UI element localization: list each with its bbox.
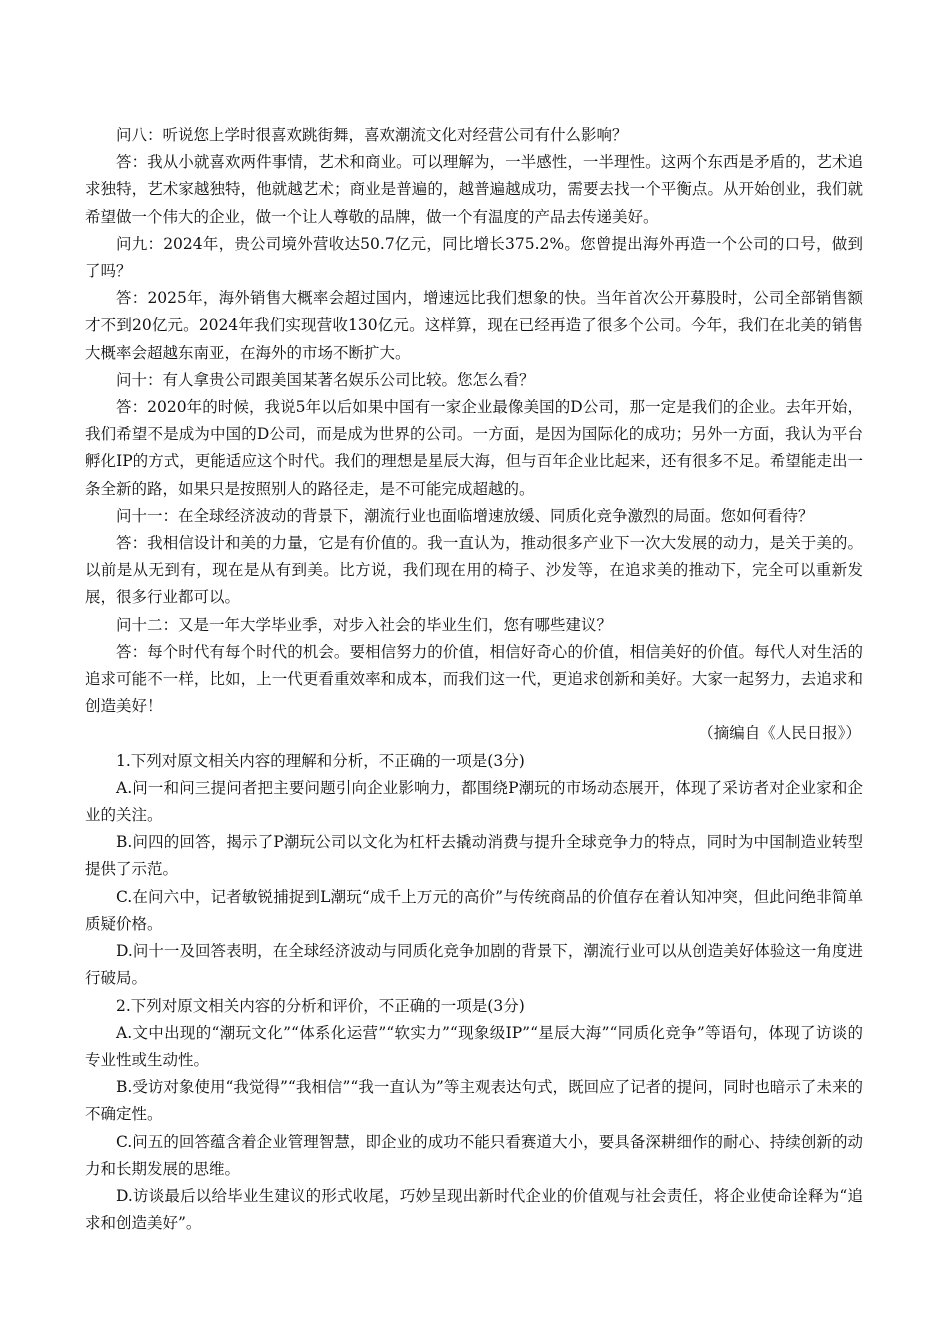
exam-question-2: 2.下列对原文相关内容的分析和评价，不正确的一项是(3分) [116,996,525,1015]
interview-question-11: 问十一：在全球经济波动的背景下，潮流行业也面临增速放缓、同质化竞争激烈的局面。您如何看待？ [116,506,814,525]
q1-option-d: D.问十一及回答表明，在全球经济波动与同质化竞争加剧的背景下，潮流行业可以从创造美好体验这一角度进行破局。 [85,942,863,988]
exam-question-1: 1.下列对原文相关内容的理解和分析，不正确的一项是(3分) [116,751,525,770]
interview-answer-11: 答：我相信设计和美的力量，它是有价值的。我一直认为，推动很多产业下一次大发展的动力，是关于美的。以前是从无到有，现在是从有到美。比方说，我们现在用的椅子、沙发等，在追求美的推动下，完全可以重新发展，很多行业都可以。 [85,534,863,607]
interview-question-10: 问十：有人拿贵公司跟美国某著名娱乐公司比较。您怎么看？ [116,370,535,389]
document-page [85,122,863,1237]
q2-option-c: C.问五的回答蕴含着企业管理智慧，即企业的成功不能只看赛道大小，要具备深耕细作的耐心、持续创新的动力和长期发展的思维。 [85,1132,863,1178]
q2-option-d: D.访谈最后以给毕业生建议的形式收尾，巧妙呈现出新时代企业的价值观与社会责任，将企业使命诠释为“追求和创造美好”。 [85,1186,863,1233]
interview-answer-9: 答：2025年，海外销售大概率会超过国内，增速远比我们想象的快。当年首次公开募股时，公司全部销售额才不到20亿元。2024年我们实现营收130亿元。这样算，现在已经再造了很多个公司。今年，我们在北美的销售大概率会超越东南亚，在海外的市场不断扩大。 [85,289,863,362]
q2-option-a: A.文中出现的“潮玩文化”“体系化运营”“软实力”“现象级IP”“星辰大海”“同质化竞争”等语句，体现了访谈的专业性或生动性。 [85,1023,863,1069]
q1-option-b: B.问四的回答，揭示了P潮玩公司以文化为杠杆去撬动消费与提升全球竞争力的特点，同时为中国制造业转型提供了示范。 [85,833,863,879]
source-citation: （摘编自《人民日报》） [698,724,861,743]
q1-option-a: A.问一和问三提问者把主要问题引向企业影响力，都围绕P潮玩的市场动态展开，体现了采访者对企业家和企业的关注。 [85,778,863,825]
interview-answer-10: 答：2020年的时候，我说5年以后如果中国有一家企业最像美国的D公司，那一定是我们的企业。去年开始，我们希望不是成为中国的D公司，而是成为世界的公司。一方面，是因为国际化的成功；另外一方面，我认为平台孵化IP的方式，更能适应这个时代。我们的理想是星辰大海，但与百年企业比起来，还有很多不足。希望能走出一条全新的路，如果只是按照别人的路径走，是不可能完成超越的。 [85,398,863,498]
interview-answer-12: 答：每个时代有每个时代的机会。要相信努力的价值，相信好奇心的价值，相信美好的价值。每代人对生活的追求可能不一样，比如，上一代更看重效率和成本，而我们这一代，更追求创新和美好。大家一起努力，去追求和创造美好！ [85,642,863,716]
q1-option-c: C.在问六中，记者敏锐捕捉到L潮玩“成千上万元的高价”与传统商品的价值存在着认知冲突，但此问绝非简单质疑价格。 [85,887,863,933]
interview-answer-8: 答：我从小就喜欢两件事情，艺术和商业。可以理解为，一半感性，一半理性。这两个东西是矛盾的，艺术追求独特，艺术家越独特，他就越艺术；商业是普遍的，越普遍越成功，需要去找一个平衡点。从开始创业，我们就希望做一个伟大的企业，做一个让人尊敬的品牌，做一个有温度的产品去传递美好。 [85,153,863,226]
interview-question-12: 问十二：又是一年大学毕业季，对步入社会的毕业生们，您有哪些建议？ [116,615,613,634]
q2-option-b: B.受访对象使用“我觉得”“我相信”“我一直认为”等主观表达句式，既回应了记者的提问，同时也暗示了未来的不确定性。 [85,1078,863,1124]
interview-question-8: 问八：听说您上学时很喜欢跳街舞，喜欢潮流文化对经营公司有什么影响？ [116,126,628,144]
interview-question-9: 问九：2024年，贵公司境外营收达50.7亿元，同比增长375.2%。您曾提出海外再造一个公司的口号，做到了吗？ [85,234,863,281]
